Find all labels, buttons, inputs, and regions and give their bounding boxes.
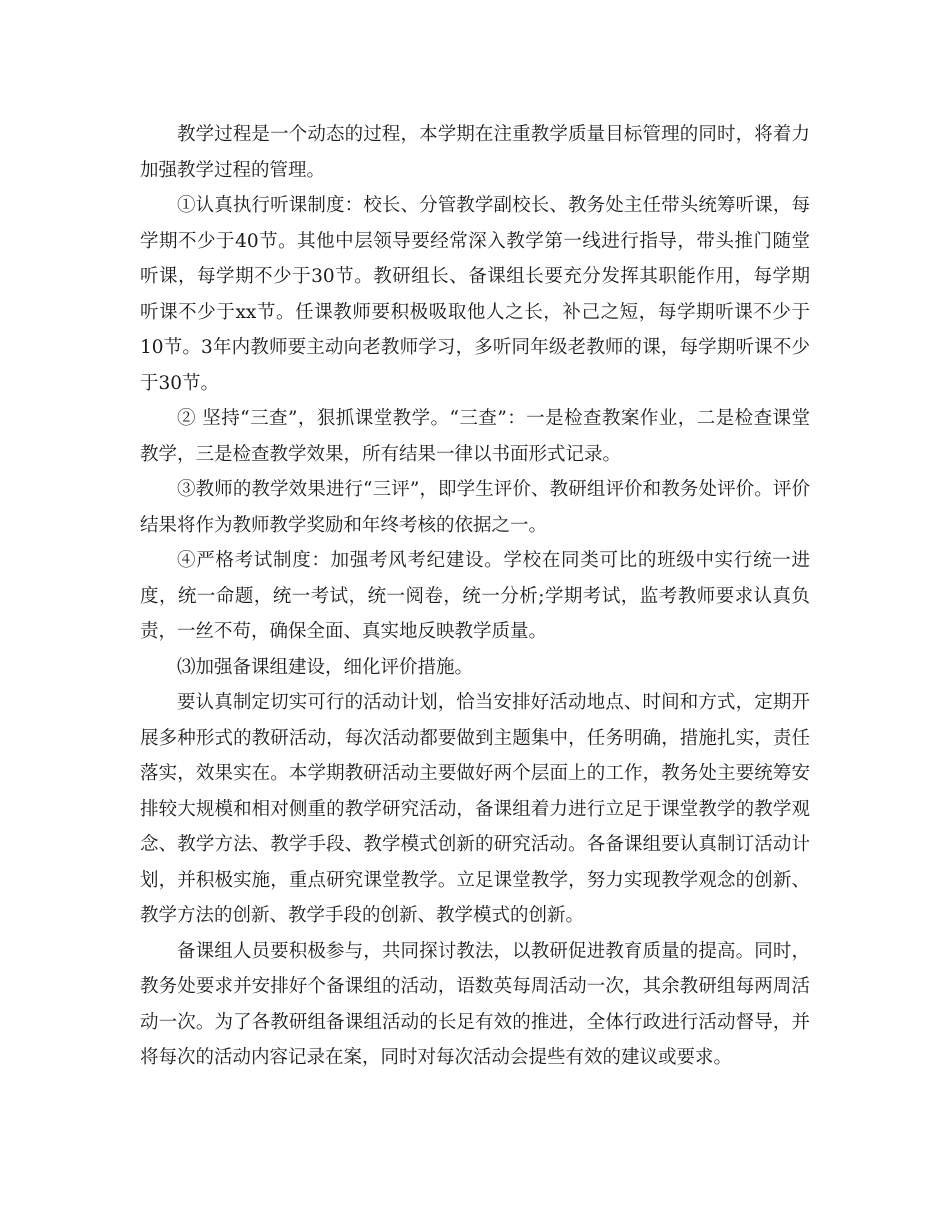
section-heading-lesson-groups: ⑶加强备课组建设，细化评价措施。 <box>177 656 474 678</box>
document-body <box>140 117 810 1076</box>
paragraph-activity-plan: 要认真制定切实可行的活动计划，恰当安排好活动地点、时间和方式，定期开展多种形式的教研活动，每次活动都要做到主题集中，任务明确，措施扎实，责任落实，效果实在。本学期教研活动主要做好两个层面上的工作，教务处主要统筹安排较大规模和相对侧重的教学研究活动，备课组着力进行立足于课堂教学的教学观念、教学方法、教学手段、教学模式创新的研究活动。各备课组要认真制订活动计划，并积极实施，重点研究课堂教学。立足课堂教学，努力实现教学观念的创新、教学方法的创新、教学手段的创新、教学模式的创新。 <box>140 692 810 926</box>
paragraph-exam-system: ④严格考试制度：加强考风考纪建设。学校在同类可比的班级中实行统一进度，统一命题，统一考试，统一阅卷，统一分析;学期考试，监考教师要求认真负责，一丝不苟，确保全面、真实地反映教学质量。 <box>140 550 810 642</box>
paragraph-participation: 备课组人员要积极参与，共同探讨教法，以教研促进教育质量的提高。同时，教务处要求并安排好个备课组的活动，语数英每周活动一次，其余教研组每两周活动一次。为了各教研组备课组活动的长足有效的推进，全体行政进行活动督导，并将每次的活动内容记录在案，同时对每次活动会提些有效的建议或要求。 <box>140 940 810 1068</box>
paragraph-listening-system: ①认真执行听课制度：校长、分管教学副校长、教务处主任带头统筹听课，每学期不少于40节。其他中层领导要经常深入教学第一线进行指导，带头推门随堂听课，每学期不少于30节。教研组长、备课组长要充分发挥其职能作用，每学期听课不少于xx节。任课教师要积极吸取他人之长，补己之短，每学期听课不少于10节。3年内教师要主动向老教师学习，多听同年级老教师的课，每学期听课不少于30节。 <box>140 195 810 394</box>
paragraph-three-evaluations: ③教师的教学效果进行“三评”，即学生评价、教研组评价和教务处评价。评价结果将作为教师教学奖励和年终考核的依据之一。 <box>140 479 810 536</box>
paragraph-intro: 教学过程是一个动态的过程，本学期在注重教学质量目标管理的同时，将着力加强教学过程的管理。 <box>140 124 810 181</box>
paragraph-three-checks: ② 坚持“三查”，狠抓课堂教学。“三查”：一是检查教案作业，二是检查课堂教学，三是检查教学效果，所有结果一律以书面形式记录。 <box>140 408 810 465</box>
